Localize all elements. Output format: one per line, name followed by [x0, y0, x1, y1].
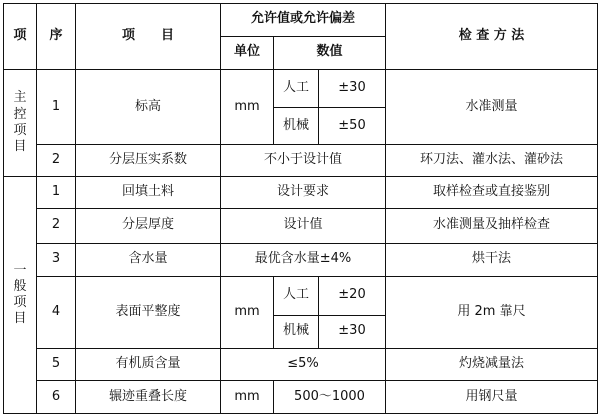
tolerance-cell: 不小于设计值: [221, 145, 386, 177]
method-cell: 取样检查或直接鉴别: [386, 177, 598, 209]
method-cell: 烘干法: [386, 243, 598, 276]
header-seq: 序: [37, 4, 76, 70]
method-cell: 用钢尺量: [386, 381, 598, 414]
tolerance-cell: 设计值: [221, 208, 386, 243]
table-row: [4, 208, 598, 243]
table-row: [4, 276, 598, 315]
table-row: [4, 145, 598, 177]
header-project: 项 目: [76, 4, 221, 70]
seq-cell: 6: [37, 381, 76, 414]
unit-cell: mm: [221, 276, 274, 349]
method-cell: 用 2m 靠尺: [386, 276, 598, 349]
header-row: [4, 4, 598, 37]
unit-cell: mm: [221, 381, 274, 414]
table-row: [4, 381, 598, 414]
seq-cell: 1: [37, 177, 76, 209]
project-cell: 分层压实系数: [76, 145, 221, 177]
sub-label-cell: 人工: [274, 69, 319, 107]
sub-label-cell: 人工: [274, 276, 319, 315]
project-cell: 有机质含量: [76, 349, 221, 381]
tolerance-cell: 设计要求: [221, 177, 386, 209]
seq-cell: 4: [37, 276, 76, 349]
seq-cell: 1: [37, 69, 76, 145]
project-cell: 辗迹重叠长度: [76, 381, 221, 414]
project-cell: 回填土料: [76, 177, 221, 209]
table-row: [4, 349, 598, 381]
value-cell: 500～1000: [274, 381, 386, 414]
method-cell: 灼烧减量法: [386, 349, 598, 381]
table-row: [4, 243, 598, 276]
sub-label-cell: 机械: [274, 315, 319, 349]
seq-cell: 5: [37, 349, 76, 381]
seq-cell: 3: [37, 243, 76, 276]
group-general: 一般项目: [4, 177, 37, 414]
project-cell: 表面平整度: [76, 276, 221, 349]
sub-value-cell: ±20: [319, 276, 386, 315]
seq-cell: 2: [37, 145, 76, 177]
header-value: 数值: [274, 36, 386, 69]
project-cell: 标高: [76, 69, 221, 145]
sub-value-cell: ±30: [319, 315, 386, 349]
header-unit: 单位: [221, 36, 274, 69]
sub-value-cell: ±30: [319, 69, 386, 107]
method-cell: 水准测量: [386, 69, 598, 145]
header-item: 项: [4, 4, 37, 70]
seq-cell: 2: [37, 208, 76, 243]
project-cell: 分层厚度: [76, 208, 221, 243]
method-cell: 水准测量及抽样检查: [386, 208, 598, 243]
table-row: [4, 69, 598, 107]
header-method: 检 查 方 法: [386, 4, 598, 70]
tolerance-cell: 最优含水量±4%: [221, 243, 386, 276]
group-main: 主控项目: [4, 69, 37, 177]
sub-label-cell: 机械: [274, 107, 319, 145]
sub-value-cell: ±50: [319, 107, 386, 145]
tolerance-cell: ≤5%: [221, 349, 386, 381]
unit-cell: mm: [221, 69, 274, 145]
project-cell: 含水量: [76, 243, 221, 276]
method-cell: 环刀法、灌水法、灌砂法: [386, 145, 598, 177]
table-row: [4, 177, 598, 209]
header-tolerance: 允许值或允许偏差: [221, 4, 386, 37]
inspection-table: [3, 3, 598, 414]
